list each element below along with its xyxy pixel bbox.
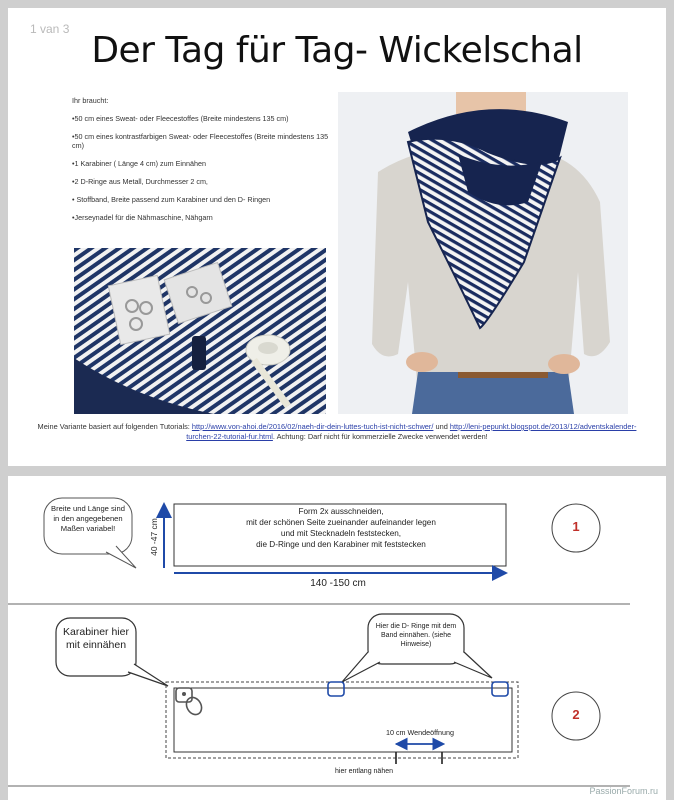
material-item: •50 cm eines kontrastfarbigen Sweat- oder Fleecestoffes (Breite mindestens 135 cm)	[72, 132, 329, 150]
step-1-number: 1	[572, 519, 580, 534]
opening-label: 10 cm Wendeöffnung	[385, 728, 455, 737]
material-item: •1 Karabiner ( Länge 4 cm) zum Einnähen	[72, 159, 206, 168]
material-item: •Jerseynadel für die Nähmaschine, Nähgarn	[72, 213, 213, 222]
model-photo	[338, 92, 628, 414]
height-label: 40 -47 cm	[149, 518, 159, 556]
tutorial-link-2[interactable]: http://leni-pepunkt.blogspot.de/2013/12/adventskalender-turchen-22-tutorial-fur.html	[186, 422, 637, 441]
material-item: •2 D-Ringe aus Metall, Durchmesser 2 cm,	[72, 177, 208, 186]
step-1-instructions: Form 2x ausschneiden, mit der schönen Seite zueinander aufeinander legen und mit Stecknadeln feststecken, die D-Ringe und den Karabiner mit feststecken	[246, 507, 436, 549]
materials-photo	[74, 248, 326, 414]
caption-suffix: . Achtung: Darf nicht für kommerzielle Zwecke verwendet werden!	[272, 432, 488, 441]
material-item: •50 cm eines Sweat- oder Fleecestoffes (Breite mindestens 135 cm)	[72, 114, 289, 123]
materials-heading: Ihr braucht:	[72, 96, 109, 105]
step-2-number: 2	[572, 707, 580, 722]
material-item: • Stoffband, Breite passend zum Karabiner und den D- Ringen	[72, 195, 271, 204]
caption-prefix: Meine Variante basiert auf folgenden Tutorials:	[37, 422, 192, 431]
carabiner-text: Karabiner hier mit einnähen	[63, 626, 129, 651]
watermark: PassionForum.ru	[589, 786, 658, 796]
source-caption	[28, 422, 646, 442]
materials-list	[72, 96, 330, 231]
width-label: 140 -150 cm	[310, 578, 366, 589]
tutorial-link-1[interactable]: http://www.von-ahoi.de/2016/02/naeh-dir-dein-luttes-tuch-ist-nicht-schwer/	[191, 422, 434, 431]
page-2	[8, 476, 666, 800]
page-1	[8, 8, 666, 466]
variable-size-text: Breite und Länge sind in den angegebenen Maßen variabel!	[51, 504, 125, 533]
d-ring-text: Hier die D- Ringe mit dem Band einnähen. (siehe Hinweise)	[375, 623, 457, 648]
caption-and: und	[433, 422, 450, 431]
page-title: Der Tag für Tag- Wickelschal	[91, 30, 583, 71]
sew-label: hier entlang nähen	[335, 768, 393, 775]
fabric-piece-outline-2	[174, 688, 512, 752]
page-number: 1 van 3	[30, 22, 70, 36]
